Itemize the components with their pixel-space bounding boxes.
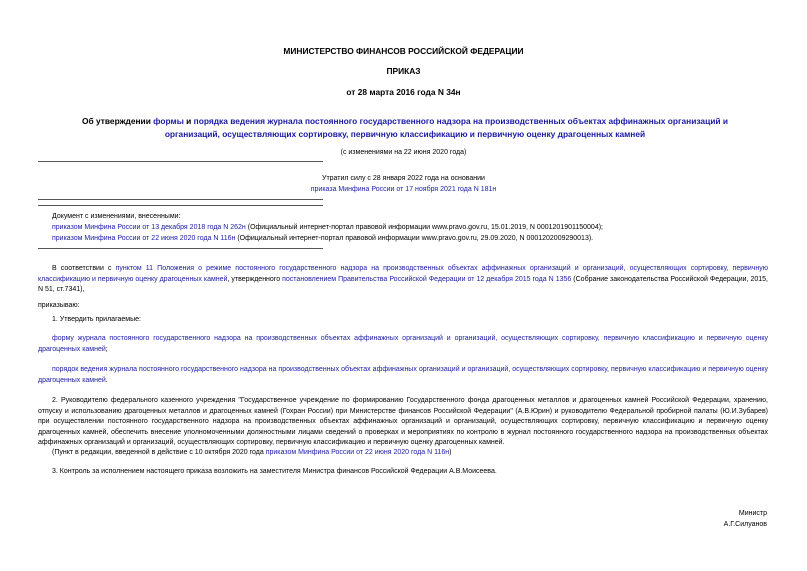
amendment-item: приказом Минфина России от 13 декабря 2018 года N 262н (Официальный интернет-портал правовой информации www.pravo.gov.ru, 15.01.2019, N 0001201901150004); (52, 224, 603, 231)
title-procedure-link[interactable]: порядка ведения журнала постоянного государственного надзора на производственных объектах аффинажных организаций и организаций, осуществляющих сортировку, первичную классификацию и первичную оценку драгоценных камней (164, 116, 728, 139)
date-number: от 28 марта 2016 года N 34н (346, 87, 461, 97)
item-2-note: (Пункт в редакции, введенной в действие с 10 октября 2020 года приказом Минфина России от 22 июня 2020 года N 116н) (52, 449, 452, 456)
signature-role: Министр (738, 510, 767, 517)
amendment-link[interactable]: приказом Минфина России от 22 июня 2020 года N 116н (52, 235, 236, 242)
item-3: 3. Контроль за исполнением настоящего приказа возложить на заместителя Министра финансов Российской Федерации А.В.Моисеева. (52, 468, 497, 475)
title-form-link[interactable]: формы (153, 116, 184, 126)
divider (38, 205, 323, 206)
lost-force-link[interactable]: приказа Минфина России от 17 ноября 2021 года N 181н (310, 186, 497, 193)
lost-force-line: Утратил силу с 28 января 2022 года на основании (322, 175, 485, 182)
government-decree-link[interactable]: постановлением Правительства Российской Федерации от 12 декабря 2015 года N 1356 (282, 275, 572, 283)
signature-name: А.Г.Силуанов (723, 521, 767, 528)
amendment-link[interactable]: приказом Минфина России от 13 декабря 2018 года N 262н (52, 224, 246, 231)
amendment-item: приказом Минфина России от 22 июня 2020 года N 116н (Официальный интернет-портал правовой информации www.pravo.gov.ru, 29.09.2020, N 0001202009290013). (52, 235, 594, 242)
amendment-note-link[interactable]: приказом Минфина России от 22 июня 2020 года N 116н (265, 449, 450, 456)
divider (38, 161, 323, 162)
doc-type-heading: ПРИКАЗ (386, 66, 421, 76)
form-link[interactable]: форму журнала постоянного государственного надзора на производственных объектах аффинажных организаций и организаций, осуществляющих сортировку, первичную классификацию и первичную оценку драгоценных камней (38, 335, 768, 353)
item-2: 2. Руководителю федерального казенного учреждения "Государственное учреждение по формированию Государственного фонда драгоценных металлов и драгоценных камней Российской Федерации, хранению, отпуску и использованию драгоценных металлов и драгоценных камней (Гохран России) при Министерстве финансов Российской Федерации" (А.В.Юрин) и руководителю Федеральной пробирной палаты (Ю.И.Зубарев) при осуществлении постоянного государственного надзора на производственных объектах аффинажных организаций и организаций, осуществляющих сортировку, первичную классификацию и первичную оценку драгоценных камней, обеспечить внесение уполномоченными должностными лицами сведений о проверках и мероприятиях по контролю в журнал постоянного государственного надзора на производственных объектах аффинажных организаций и организаций, осуществляющих сортировку, первичную классификацию и первичную оценку драгоценных камней. (38, 397, 768, 446)
title-mid: и (183, 116, 194, 126)
order-word: приказываю: (38, 302, 80, 309)
ministry-heading: МИНИСТЕРСТВО ФИНАНСОВ РОССИЙСКОЙ ФЕДЕРАЦИИ (283, 46, 524, 56)
form-item: форму журнала постоянного государственного надзора на производственных объектах аффинажных организаций и организаций, осуществляющих сортировку, первичную классификацию и первичную оценку драгоценных камней; (38, 335, 768, 353)
document-title (60, 115, 750, 140)
procedure-item: порядок ведения журнала постоянного государственного надзора на производственных объектах аффинажных организаций и организаций, осуществляющих сортировку, первичную классификацию и первичную оценку драгоценных камней. (38, 366, 768, 384)
procedure-link[interactable]: порядок ведения журнала постоянного государственного надзора на производственных объектах аффинажных организаций и организаций, осуществляющих сортировку, первичную классификацию и первичную оценку драгоценных камней (38, 366, 768, 384)
intro-paragraph: В соответствии с пунктом 11 Положения о режиме постоянного государственного надзора на производственных объектах аффинажных организаций и организаций, осуществляющих сортировку, первичную классификацию и первичную оценку драгоценных камней, утвержденного постановлением Правительства Российской Федерации от 12 декабря 2015 года N 1356 (Собрание законодательства Российской Федерации, 2015, N 51, ст.7341), (38, 265, 769, 293)
regulation-link[interactable]: пунктом 11 Положения о режиме постоянного государственного надзора на производственных объектах аффинажных организаций и организаций, осуществляющих сортировку, первичную классификацию и первичную оценку драгоценных камней (38, 265, 768, 283)
changes-note: (с изменениями на 22 июня 2020 года) (340, 149, 467, 156)
divider (38, 199, 323, 200)
amendments-heading: Документ с изменениями, внесенными: (52, 213, 181, 220)
title-prefix: Об утверждении (82, 116, 154, 126)
item-1: 1. Утвердить прилагаемые: (52, 316, 141, 323)
divider (38, 248, 323, 249)
